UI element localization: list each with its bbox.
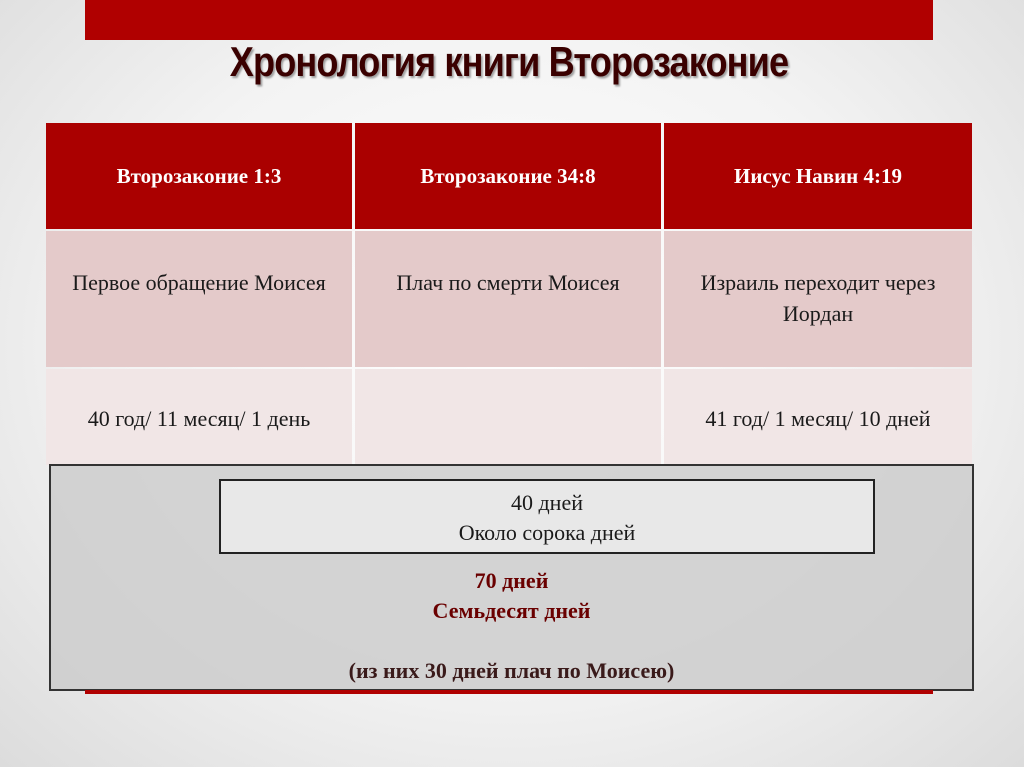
date-cell-2	[355, 369, 661, 465]
date-cell-1: 40 год/ 11 месяц/ 1 день	[46, 369, 352, 465]
seventy-days-words-line: Семьдесят дней	[432, 598, 591, 623]
seventy-days-line: 70 дней	[474, 568, 549, 593]
event-cell-2: Плач по смерти Моисея	[355, 231, 661, 367]
bottom-accent-bar	[85, 690, 933, 694]
about-forty-days-line: Около сорока дней	[458, 520, 636, 545]
header-cell-2: Второзаконие 34:8	[355, 123, 661, 229]
forty-days-box	[219, 479, 875, 554]
event-cell-1: Первое обращение Моисея	[46, 231, 352, 367]
date-cell-3: 41 год/ 1 месяц/ 10 дней	[664, 369, 972, 465]
header-cell-3: Иисус Навин 4:19	[664, 123, 972, 229]
top-accent-bar	[85, 0, 933, 40]
mourning-note-line: (из них 30 дней плач по Моисею)	[348, 658, 675, 683]
event-cell-3: Израиль переходит через Иордан	[664, 231, 972, 367]
slide-title: Хронология книги Второзаконие	[229, 38, 789, 85]
forty-days-line: 40 дней	[510, 490, 583, 515]
header-cell-1: Второзаконие 1:3	[46, 123, 352, 229]
